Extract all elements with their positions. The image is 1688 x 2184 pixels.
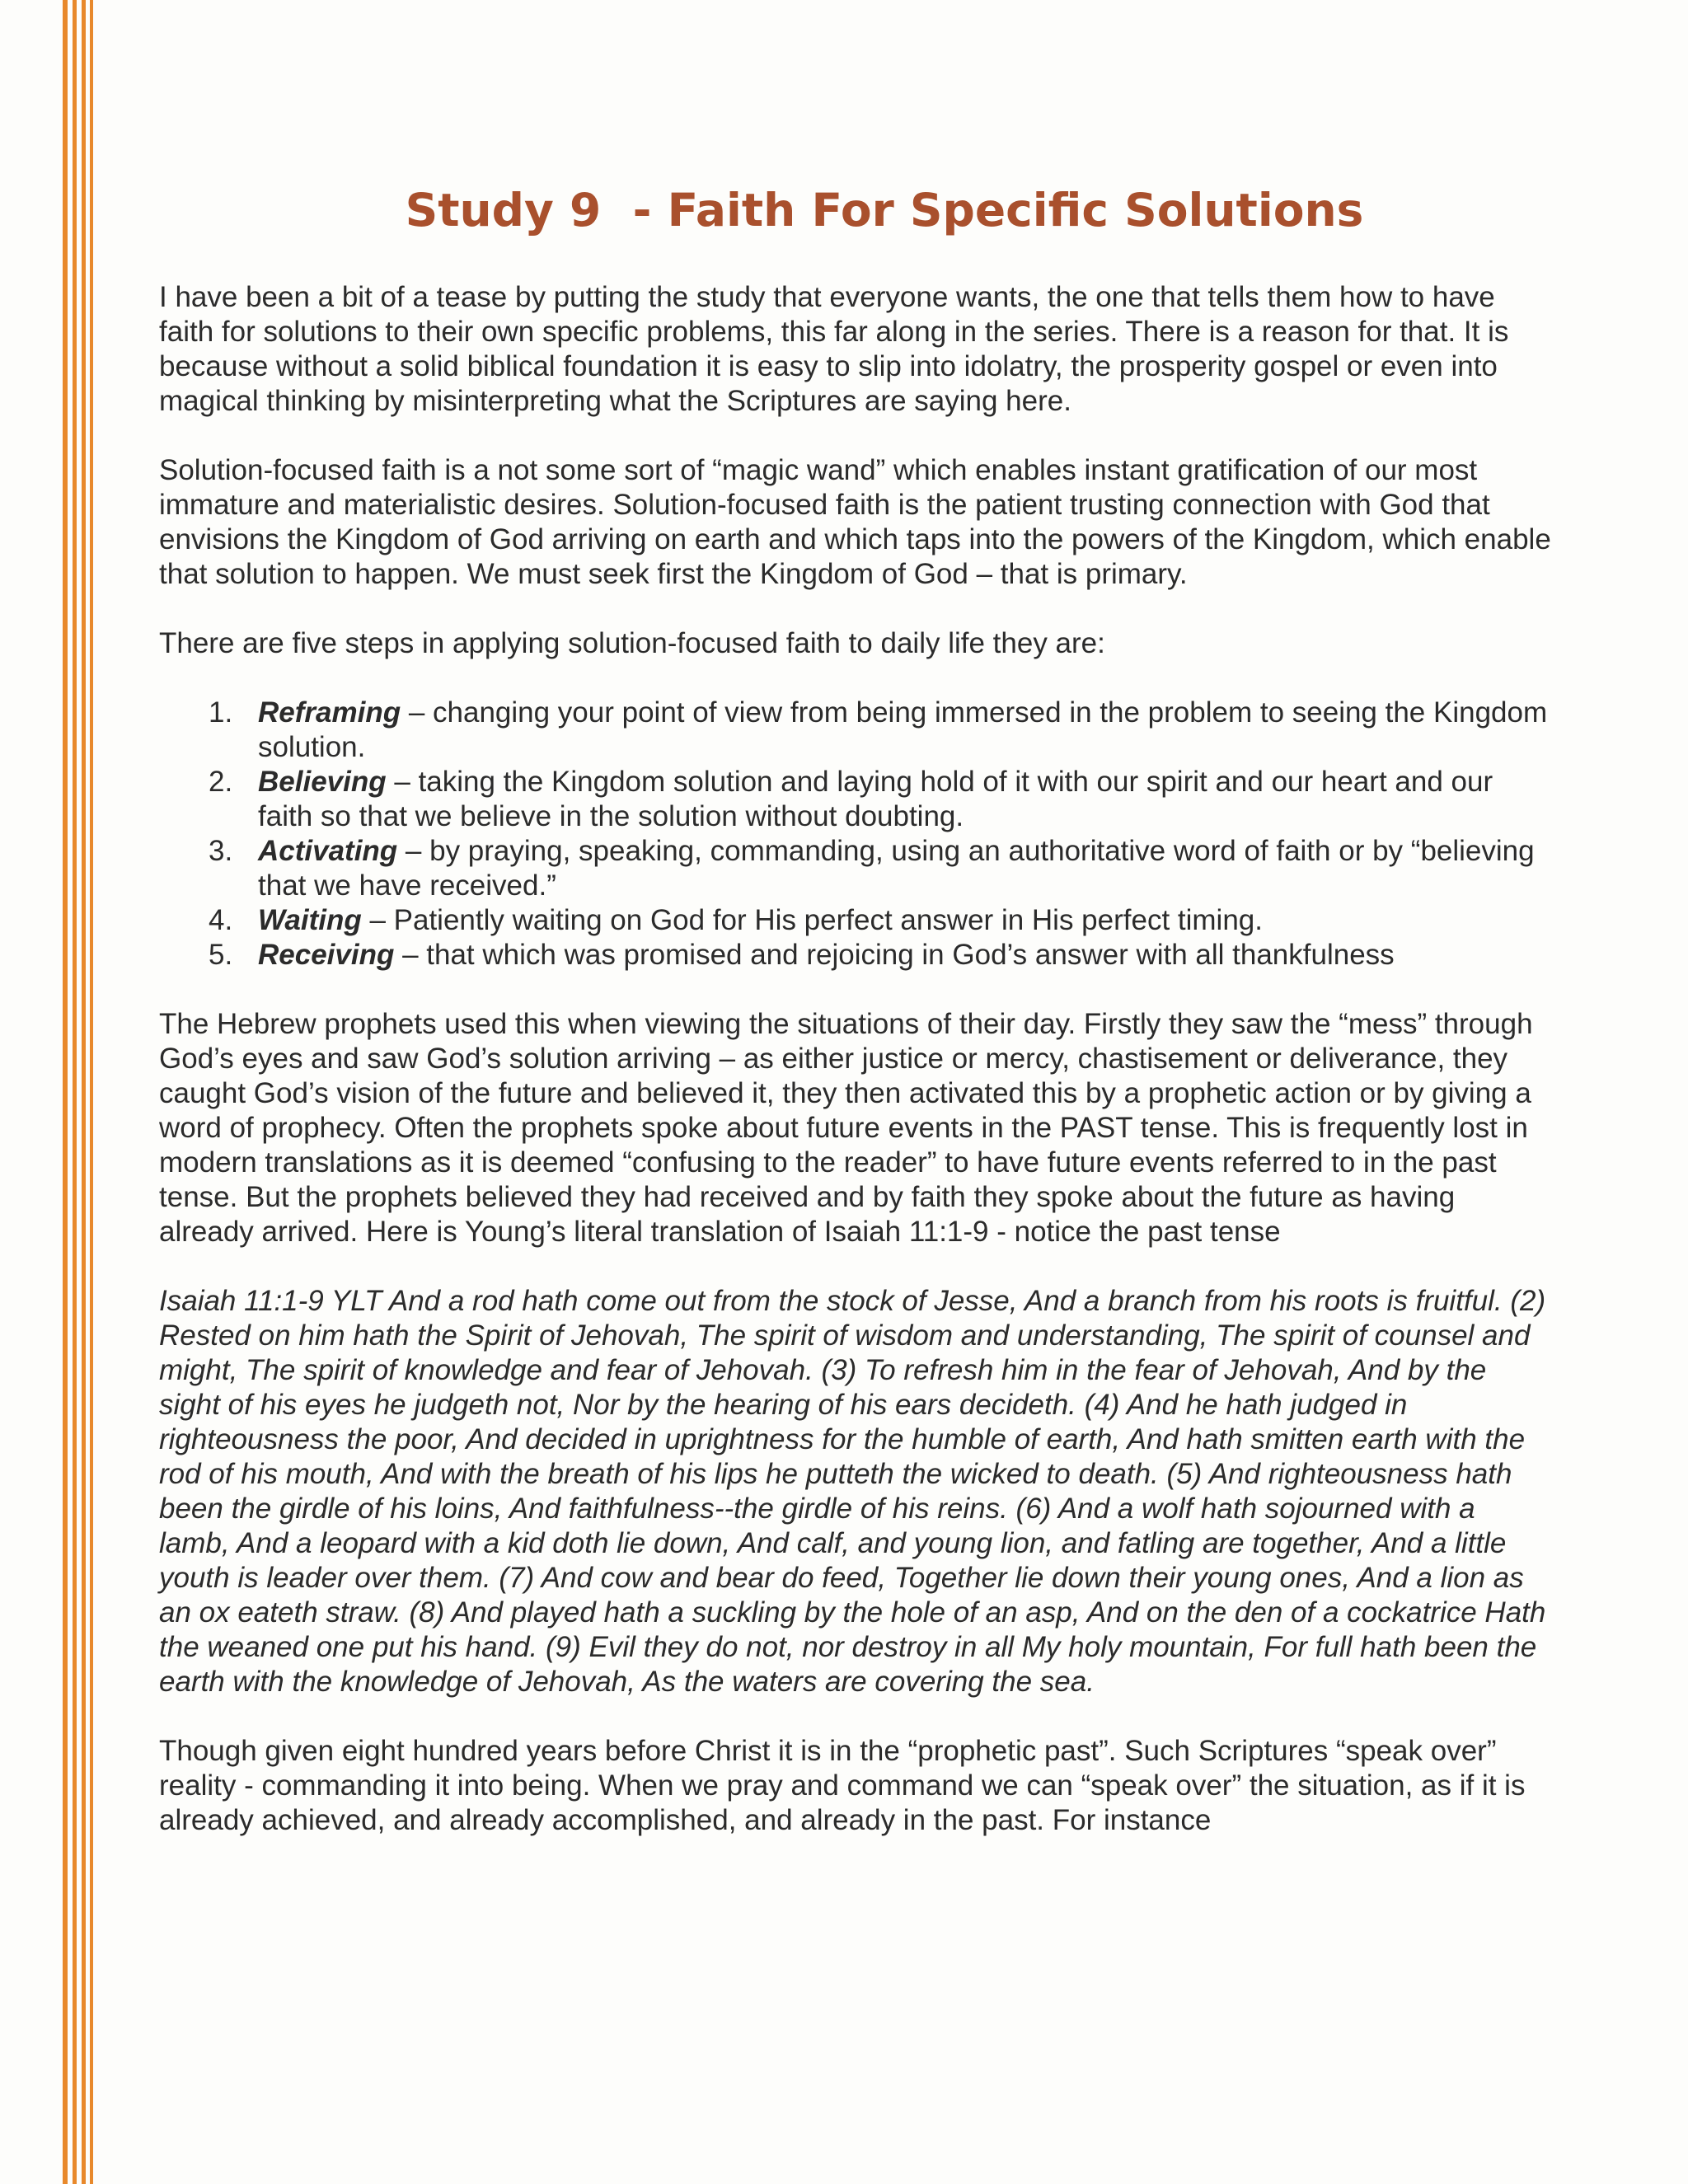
border-stripe <box>90 0 93 2184</box>
intro-paragraph: I have been a bit of a tease by putting the study that everyone wants, the one that tells them how to have faith for solutions to their own specific problems, this far along in the series. There is a reason for that. It is because without a solid biblical foundation it is easy to slip into idolatry, the prosperity gospel or even into magical thinking by misinterpreting what the Scriptures are saying here. <box>159 281 1509 417</box>
closing-paragraph: Though given eight hundred years before Christ it is in the “prophetic past”. Such Scriptures “speak over” reality - commanding it into being. When we pray and command we can “speak over” the situation, as if it is already achieved, and already accomplished, and already in the past. For instance <box>159 1735 1526 1836</box>
step-description: – taking the Kingdom solution and laying hold of it with our spirit and our heart and our faith so that we believe in the solution without doubting. <box>258 766 1493 832</box>
decorative-border-stripes <box>0 0 99 2184</box>
scripture-quote: Isaiah 11:1-9 YLT And a rod hath come out from the stock of Jesse, And a branch from his roots is fruitful. (2) Rested on him hath the Spirit of Jehovah, The spirit of wisdom and understanding, The spirit of counsel and might, The spirit of knowledge and fear of Jehovah. (3) To refresh him in the fear of Jehovah, And by the sight of his eyes he judgeth not, Nor by the hearing of his ears decideth. (4) And he hath judged in righteousness the poor, And decided in uprightness for the humble of earth, And hath smitten earth with the rod of his mouth, And with the breath of his lips he putteth the wicked to death. (5) And righteousness hath been the girdle of his loins, And faithfulness--the girdle of his reins. (6) And a wolf hath sojourned with a lamb, And a leopard with a kid doth lie down, And calf, and young lion, and fatling are together, And a little youth is leader over them. (7) And cow and bear do feed, Together lie down their young ones, And a lion as an ox eateth straw. (8) And played hath a suckling by the hole of an asp, And on the den of a cockatrice Hath the weaned one put his hand. (9) Evil they do not, nor destroy in all My holy mountain, For full hath been the earth with the knowledge of Jehovah, As the waters are covering the sea. <box>159 1285 1546 1698</box>
list-item <box>159 903 1552 938</box>
list-item <box>159 696 1552 765</box>
definition-paragraph: Solution-focused faith is a not some sort of “magic wand” which enables instant gratification of our most immature and materialistic desires. Solution-focused faith is the patient trusting connection with God that envisions the Kingdom of God arriving on earth and which taps into the powers of the Kingdom, which enable that solution to happen. We must seek first the Kingdom of God – that is primary. <box>159 454 1551 590</box>
border-stripe <box>82 0 86 2184</box>
list-number: 1. <box>209 696 233 729</box>
list-number: 4. <box>209 904 233 936</box>
step-term: Reframing <box>258 696 401 729</box>
document-page <box>159 177 1552 1872</box>
steps-intro-paragraph: There are five steps in applying solution-focused faith to daily life they are: <box>159 627 1105 659</box>
list-number: 5. <box>209 939 233 971</box>
list-item <box>159 765 1552 834</box>
step-term: Activating <box>258 835 398 867</box>
step-term: Receiving <box>258 939 395 971</box>
step-term: Waiting <box>258 904 362 936</box>
step-description: – changing your point of view from being immersed in the problem to seeing the Kingdom solution. <box>258 696 1548 763</box>
step-description: – that which was promised and rejoicing in God’s answer with all thankfulness <box>394 939 1395 971</box>
step-term: Believing <box>258 766 387 798</box>
list-item <box>159 834 1552 903</box>
page-title: Study 9 - Faith For Specific Solutions <box>405 184 1364 237</box>
border-stripe <box>63 0 68 2184</box>
steps-list <box>159 696 1552 972</box>
list-item <box>159 938 1552 972</box>
prophets-paragraph: The Hebrew prophets used this when viewing the situations of their day. Firstly they saw the “mess” through God’s eyes and saw God’s solution arriving – as either justice or mercy, chastisement or deliverance, they caught God’s vision of the future and believed it, they then activated this by a prophetic action or by giving a word of prophecy. Often the prophets spoke about future events in the PAST tense. This is frequently lost in modern translations as it is deemed “confusing to the reader” to have future events referred to in the past tense. But the prophets believed they had received and by faith they spoke about the future as having already arrived. Here is Young’s literal translation of Isaiah 11:1-9 - notice the past tense <box>159 1008 1533 1248</box>
border-stripe <box>73 0 77 2184</box>
list-number: 2. <box>209 766 233 798</box>
step-description: – by praying, speaking, commanding, using an authoritative word of faith or by “believing that we have received.” <box>258 835 1535 902</box>
list-number: 3. <box>209 835 233 867</box>
step-description: – Patiently waiting on God for His perfect answer in His perfect timing. <box>361 904 1263 936</box>
